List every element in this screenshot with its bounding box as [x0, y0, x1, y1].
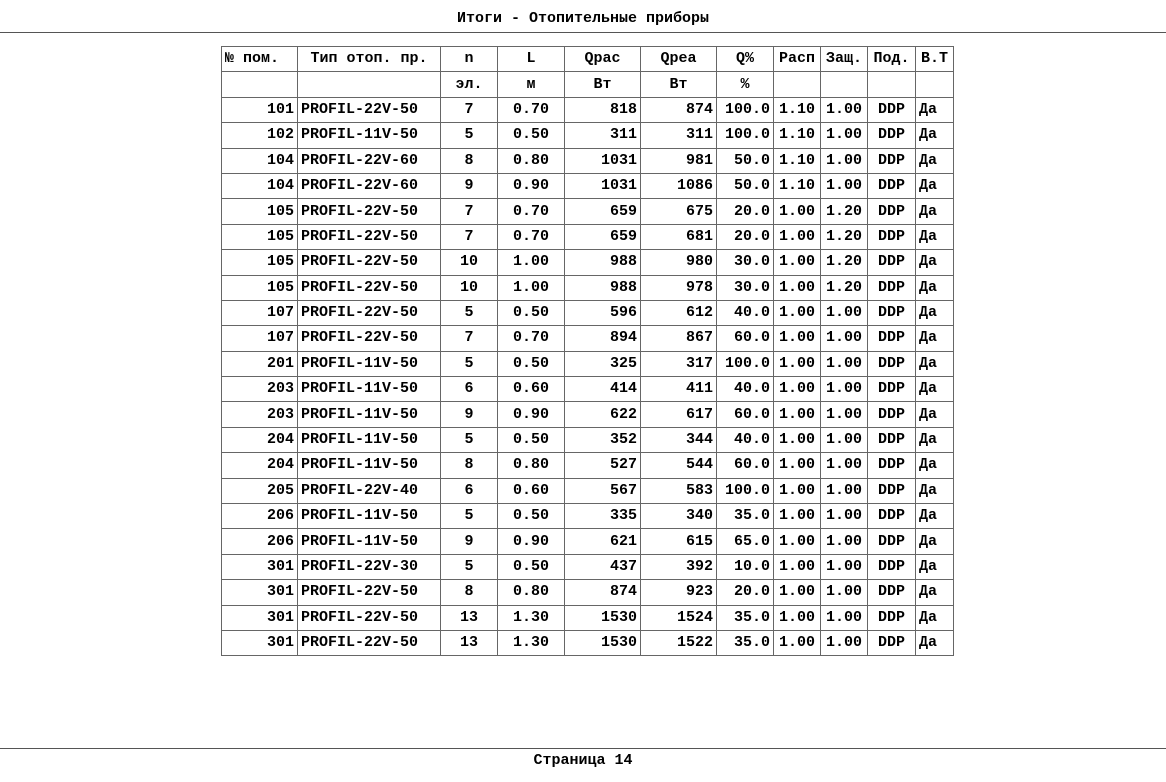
cell-q-calc: 988 [565, 250, 641, 275]
units-row [222, 72, 954, 97]
cell-connection: DDP [868, 630, 916, 655]
cell-room: 204 [222, 453, 298, 478]
cell-q-percent: 20.0 [717, 224, 774, 249]
cell-thermo-valve: Да [916, 453, 954, 478]
cell-q-calc: 1031 [565, 148, 641, 173]
page-title: Итоги - Отопительные приборы [456, 10, 710, 27]
header-divider [0, 32, 1166, 33]
cell-protection: 1.00 [821, 300, 868, 325]
cell-protection: 1.00 [821, 580, 868, 605]
cell-protection: 1.00 [821, 427, 868, 452]
cell-thermo-valve: Да [916, 554, 954, 579]
cell-n: 5 [441, 427, 498, 452]
cell-thermo-valve: Да [916, 529, 954, 554]
cell-length: 0.80 [498, 148, 565, 173]
cell-q-real: 615 [641, 529, 717, 554]
cell-q-calc: 311 [565, 123, 641, 148]
cell-thermo-valve: Да [916, 377, 954, 402]
cell-length: 0.70 [498, 326, 565, 351]
cell-room: 105 [222, 275, 298, 300]
cell-q-percent: 100.0 [717, 351, 774, 376]
cell-n: 5 [441, 351, 498, 376]
cell-length: 0.90 [498, 529, 565, 554]
cell-n: 9 [441, 402, 498, 427]
cell-thermo-valve: Да [916, 173, 954, 198]
cell-q-percent: 40.0 [717, 300, 774, 325]
cell-connection: DDP [868, 580, 916, 605]
cell-protection: 1.00 [821, 605, 868, 630]
cell-q-percent: 50.0 [717, 173, 774, 198]
cell-distribution: 1.10 [774, 173, 821, 198]
cell-connection: DDP [868, 123, 916, 148]
cell-distribution: 1.00 [774, 326, 821, 351]
table-row [222, 504, 954, 529]
cell-length: 0.50 [498, 554, 565, 579]
cell-thermo-valve: Да [916, 199, 954, 224]
cell-connection: DDP [868, 529, 916, 554]
cell-q-real: 867 [641, 326, 717, 351]
table-row [222, 173, 954, 198]
cell-length: 1.30 [498, 605, 565, 630]
cell-q-percent: 20.0 [717, 199, 774, 224]
cell-connection: DDP [868, 402, 916, 427]
col-header-distribution: Расп [774, 47, 821, 72]
cell-type: PROFIL-22V-40 [298, 478, 441, 503]
table-row [222, 630, 954, 655]
col-header-n: n [441, 47, 498, 72]
radiators-summary-table [221, 46, 954, 656]
cell-n: 9 [441, 529, 498, 554]
cell-distribution: 1.00 [774, 377, 821, 402]
cell-room: 301 [222, 605, 298, 630]
cell-protection: 1.00 [821, 402, 868, 427]
cell-thermo-valve: Да [916, 97, 954, 122]
table-row [222, 580, 954, 605]
table-row [222, 427, 954, 452]
cell-q-calc: 527 [565, 453, 641, 478]
cell-n: 10 [441, 250, 498, 275]
cell-room: 104 [222, 148, 298, 173]
cell-q-percent: 60.0 [717, 326, 774, 351]
cell-room: 104 [222, 173, 298, 198]
cell-distribution: 1.00 [774, 529, 821, 554]
cell-n: 10 [441, 275, 498, 300]
cell-q-real: 981 [641, 148, 717, 173]
footer-divider [0, 748, 1166, 749]
cell-n: 7 [441, 199, 498, 224]
unit-thermo-valve [916, 72, 954, 97]
cell-type: PROFIL-11V-50 [298, 529, 441, 554]
cell-thermo-valve: Да [916, 402, 954, 427]
cell-q-real: 681 [641, 224, 717, 249]
cell-n: 9 [441, 173, 498, 198]
col-header-type: Тип отоп. пр. [298, 47, 441, 72]
cell-n: 7 [441, 326, 498, 351]
cell-length: 0.50 [498, 504, 565, 529]
cell-length: 0.70 [498, 97, 565, 122]
table-body [222, 47, 954, 656]
cell-thermo-valve: Да [916, 630, 954, 655]
table-row [222, 199, 954, 224]
cell-type: PROFIL-22V-30 [298, 554, 441, 579]
cell-length: 0.70 [498, 224, 565, 249]
cell-room: 201 [222, 351, 298, 376]
cell-protection: 1.20 [821, 275, 868, 300]
cell-protection: 1.20 [821, 199, 868, 224]
cell-q-calc: 894 [565, 326, 641, 351]
cell-q-real: 1522 [641, 630, 717, 655]
cell-length: 0.60 [498, 377, 565, 402]
cell-length: 0.70 [498, 199, 565, 224]
cell-thermo-valve: Да [916, 504, 954, 529]
col-header-q-real: Qреа [641, 47, 717, 72]
cell-thermo-valve: Да [916, 427, 954, 452]
cell-room: 206 [222, 529, 298, 554]
cell-protection: 1.20 [821, 224, 868, 249]
cell-q-calc: 1530 [565, 605, 641, 630]
cell-room: 301 [222, 630, 298, 655]
page-number: Страница 14 [533, 752, 633, 769]
cell-thermo-valve: Да [916, 148, 954, 173]
cell-connection: DDP [868, 427, 916, 452]
cell-q-percent: 20.0 [717, 580, 774, 605]
cell-q-real: 923 [641, 580, 717, 605]
cell-q-percent: 60.0 [717, 453, 774, 478]
cell-thermo-valve: Да [916, 351, 954, 376]
cell-connection: DDP [868, 504, 916, 529]
cell-q-calc: 659 [565, 224, 641, 249]
cell-type: PROFIL-22V-50 [298, 630, 441, 655]
cell-distribution: 1.00 [774, 554, 821, 579]
cell-q-real: 874 [641, 97, 717, 122]
cell-q-real: 583 [641, 478, 717, 503]
cell-thermo-valve: Да [916, 250, 954, 275]
table-row [222, 402, 954, 427]
cell-thermo-valve: Да [916, 605, 954, 630]
cell-distribution: 1.00 [774, 402, 821, 427]
unit-q-real: Вт [641, 72, 717, 97]
table-row [222, 453, 954, 478]
cell-q-real: 340 [641, 504, 717, 529]
cell-room: 101 [222, 97, 298, 122]
cell-room: 105 [222, 250, 298, 275]
cell-distribution: 1.10 [774, 148, 821, 173]
cell-type: PROFIL-22V-50 [298, 250, 441, 275]
cell-q-percent: 30.0 [717, 275, 774, 300]
cell-type: PROFIL-11V-50 [298, 504, 441, 529]
cell-distribution: 1.00 [774, 351, 821, 376]
table-row [222, 529, 954, 554]
cell-room: 102 [222, 123, 298, 148]
cell-room: 107 [222, 300, 298, 325]
cell-connection: DDP [868, 326, 916, 351]
cell-room: 204 [222, 427, 298, 452]
cell-n: 6 [441, 377, 498, 402]
cell-n: 5 [441, 554, 498, 579]
table-row [222, 326, 954, 351]
cell-room: 107 [222, 326, 298, 351]
table-row [222, 123, 954, 148]
cell-q-real: 617 [641, 402, 717, 427]
cell-length: 0.50 [498, 427, 565, 452]
table-row [222, 554, 954, 579]
cell-q-calc: 622 [565, 402, 641, 427]
cell-connection: DDP [868, 97, 916, 122]
cell-q-real: 978 [641, 275, 717, 300]
cell-distribution: 1.00 [774, 224, 821, 249]
cell-q-calc: 1031 [565, 173, 641, 198]
cell-distribution: 1.00 [774, 580, 821, 605]
cell-type: PROFIL-22V-50 [298, 199, 441, 224]
cell-connection: DDP [868, 351, 916, 376]
cell-thermo-valve: Да [916, 300, 954, 325]
cell-room: 203 [222, 377, 298, 402]
cell-q-real: 411 [641, 377, 717, 402]
cell-n: 7 [441, 224, 498, 249]
cell-protection: 1.00 [821, 554, 868, 579]
cell-connection: DDP [868, 554, 916, 579]
table-row [222, 478, 954, 503]
cell-n: 5 [441, 123, 498, 148]
cell-distribution: 1.00 [774, 300, 821, 325]
cell-distribution: 1.00 [774, 250, 821, 275]
col-header-connection: Под. [868, 47, 916, 72]
cell-n: 5 [441, 300, 498, 325]
cell-type: PROFIL-22V-60 [298, 148, 441, 173]
cell-q-real: 311 [641, 123, 717, 148]
col-header-room: № пом. [222, 47, 298, 72]
cell-connection: DDP [868, 377, 916, 402]
cell-distribution: 1.00 [774, 453, 821, 478]
cell-length: 0.80 [498, 453, 565, 478]
cell-q-calc: 437 [565, 554, 641, 579]
cell-q-percent: 35.0 [717, 605, 774, 630]
unit-distribution [774, 72, 821, 97]
cell-type: PROFIL-11V-50 [298, 377, 441, 402]
cell-room: 205 [222, 478, 298, 503]
cell-type: PROFIL-22V-50 [298, 97, 441, 122]
cell-q-real: 392 [641, 554, 717, 579]
table-row [222, 97, 954, 122]
cell-distribution: 1.00 [774, 504, 821, 529]
unit-length: м [498, 72, 565, 97]
cell-q-real: 544 [641, 453, 717, 478]
cell-distribution: 1.10 [774, 97, 821, 122]
unit-type [298, 72, 441, 97]
cell-q-calc: 818 [565, 97, 641, 122]
cell-n: 7 [441, 97, 498, 122]
cell-room: 203 [222, 402, 298, 427]
cell-q-calc: 874 [565, 580, 641, 605]
cell-room: 105 [222, 224, 298, 249]
cell-type: PROFIL-11V-50 [298, 123, 441, 148]
cell-n: 13 [441, 630, 498, 655]
cell-length: 1.00 [498, 275, 565, 300]
cell-room: 105 [222, 199, 298, 224]
col-header-q-percent: Q% [717, 47, 774, 72]
cell-protection: 1.00 [821, 529, 868, 554]
cell-q-calc: 621 [565, 529, 641, 554]
cell-type: PROFIL-22V-50 [298, 326, 441, 351]
cell-room: 301 [222, 580, 298, 605]
unit-q-calc: Вт [565, 72, 641, 97]
cell-connection: DDP [868, 173, 916, 198]
cell-length: 0.90 [498, 402, 565, 427]
col-header-length: L [498, 47, 565, 72]
cell-thermo-valve: Да [916, 224, 954, 249]
cell-q-percent: 100.0 [717, 123, 774, 148]
cell-protection: 1.00 [821, 377, 868, 402]
cell-connection: DDP [868, 605, 916, 630]
col-header-protection: Защ. [821, 47, 868, 72]
cell-n: 8 [441, 148, 498, 173]
cell-protection: 1.00 [821, 478, 868, 503]
cell-q-real: 675 [641, 199, 717, 224]
cell-type: PROFIL-22V-50 [298, 275, 441, 300]
col-header-thermo-valve: В.Т [916, 47, 954, 72]
cell-n: 8 [441, 453, 498, 478]
cell-n: 6 [441, 478, 498, 503]
cell-q-percent: 35.0 [717, 630, 774, 655]
cell-type: PROFIL-22V-60 [298, 173, 441, 198]
cell-distribution: 1.00 [774, 275, 821, 300]
cell-q-calc: 988 [565, 275, 641, 300]
cell-q-percent: 40.0 [717, 377, 774, 402]
col-header-q-calc: Qрас [565, 47, 641, 72]
cell-length: 0.50 [498, 300, 565, 325]
cell-n: 8 [441, 580, 498, 605]
cell-connection: DDP [868, 250, 916, 275]
cell-q-percent: 60.0 [717, 402, 774, 427]
cell-q-calc: 335 [565, 504, 641, 529]
cell-protection: 1.00 [821, 148, 868, 173]
cell-type: PROFIL-22V-50 [298, 224, 441, 249]
cell-length: 1.30 [498, 630, 565, 655]
unit-connection [868, 72, 916, 97]
cell-connection: DDP [868, 224, 916, 249]
cell-q-real: 1086 [641, 173, 717, 198]
cell-q-real: 980 [641, 250, 717, 275]
cell-q-real: 317 [641, 351, 717, 376]
cell-protection: 1.00 [821, 123, 868, 148]
cell-type: PROFIL-11V-50 [298, 402, 441, 427]
cell-q-calc: 596 [565, 300, 641, 325]
cell-distribution: 1.00 [774, 605, 821, 630]
cell-q-percent: 65.0 [717, 529, 774, 554]
cell-thermo-valve: Да [916, 326, 954, 351]
cell-length: 0.60 [498, 478, 565, 503]
unit-n: эл. [441, 72, 498, 97]
cell-length: 0.50 [498, 351, 565, 376]
unit-q-percent: % [717, 72, 774, 97]
cell-type: PROFIL-22V-50 [298, 580, 441, 605]
header-row [222, 47, 954, 72]
table-row [222, 300, 954, 325]
cell-protection: 1.20 [821, 250, 868, 275]
cell-q-calc: 325 [565, 351, 641, 376]
cell-thermo-valve: Да [916, 580, 954, 605]
cell-room: 301 [222, 554, 298, 579]
cell-n: 5 [441, 504, 498, 529]
cell-room: 206 [222, 504, 298, 529]
cell-q-real: 1524 [641, 605, 717, 630]
table-row [222, 351, 954, 376]
cell-q-percent: 10.0 [717, 554, 774, 579]
cell-protection: 1.00 [821, 351, 868, 376]
cell-q-calc: 659 [565, 199, 641, 224]
cell-connection: DDP [868, 199, 916, 224]
cell-connection: DDP [868, 478, 916, 503]
cell-distribution: 1.10 [774, 123, 821, 148]
cell-length: 0.80 [498, 580, 565, 605]
cell-q-percent: 100.0 [717, 478, 774, 503]
cell-q-percent: 100.0 [717, 97, 774, 122]
table-row [222, 224, 954, 249]
cell-distribution: 1.00 [774, 199, 821, 224]
table-row [222, 275, 954, 300]
cell-protection: 1.00 [821, 326, 868, 351]
cell-q-percent: 50.0 [717, 148, 774, 173]
cell-protection: 1.00 [821, 453, 868, 478]
cell-thermo-valve: Да [916, 478, 954, 503]
cell-type: PROFIL-22V-50 [298, 605, 441, 630]
cell-type: PROFIL-11V-50 [298, 351, 441, 376]
cell-thermo-valve: Да [916, 123, 954, 148]
cell-distribution: 1.00 [774, 427, 821, 452]
cell-connection: DDP [868, 453, 916, 478]
cell-thermo-valve: Да [916, 275, 954, 300]
table-row [222, 250, 954, 275]
cell-n: 13 [441, 605, 498, 630]
cell-q-calc: 352 [565, 427, 641, 452]
cell-q-real: 612 [641, 300, 717, 325]
cell-length: 0.50 [498, 123, 565, 148]
cell-protection: 1.00 [821, 173, 868, 198]
cell-connection: DDP [868, 148, 916, 173]
cell-distribution: 1.00 [774, 478, 821, 503]
cell-protection: 1.00 [821, 504, 868, 529]
cell-protection: 1.00 [821, 97, 868, 122]
cell-distribution: 1.00 [774, 630, 821, 655]
cell-connection: DDP [868, 300, 916, 325]
cell-length: 0.90 [498, 173, 565, 198]
cell-q-percent: 30.0 [717, 250, 774, 275]
cell-connection: DDP [868, 275, 916, 300]
cell-q-calc: 1530 [565, 630, 641, 655]
cell-q-calc: 567 [565, 478, 641, 503]
table-row [222, 377, 954, 402]
cell-type: PROFIL-11V-50 [298, 453, 441, 478]
cell-q-percent: 40.0 [717, 427, 774, 452]
cell-q-calc: 414 [565, 377, 641, 402]
cell-type: PROFIL-22V-50 [298, 300, 441, 325]
unit-protection [821, 72, 868, 97]
unit-room [222, 72, 298, 97]
table-row [222, 605, 954, 630]
table-row [222, 148, 954, 173]
cell-q-percent: 35.0 [717, 504, 774, 529]
cell-q-real: 344 [641, 427, 717, 452]
cell-type: PROFIL-11V-50 [298, 427, 441, 452]
cell-length: 1.00 [498, 250, 565, 275]
cell-protection: 1.00 [821, 630, 868, 655]
